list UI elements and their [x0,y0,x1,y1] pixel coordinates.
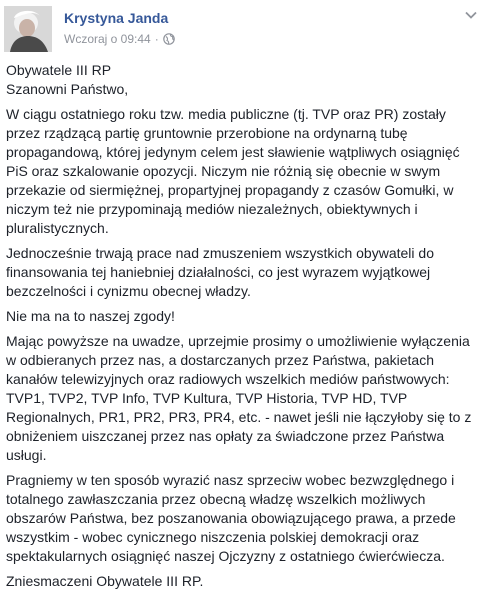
post-signature: Zniesmaczeni Obywatele III RP. [6,573,204,589]
avatar-photo-icon [4,6,52,52]
author-name[interactable]: Krystyna Janda [64,10,169,26]
post-paragraph: Jednocześnie trwają prace nad zmuszeniem wszystkich obywateli do finansowania tej haniebniej działalności, co jest wyrazem wyjątkowej bezczelności i cynizmu obecnej władzy. [6,245,434,299]
post-paragraph: Mając powyższe na uwadze, uprzejmie prosimy o umożliwienie wyłączenia w odbieranych przez nas, a dostarczanych przez Państwa, pakietach kanałów telewizyjnych oraz radiowych wszelkich mediów państwowych: TVP1, TVP2, TVP Info, TVP Kultura, TVP Historia, TVP HD, TVP Regionalnych, PR1, PR2, PR3, PR4, etc. - nawet jeśli nie łączyłoby się to z obniżeniem uiszczanej przez nas opłaty za świadczone przez Państwa usługi. [6,333,472,463]
post-paragraph: W ciągu ostatniego roku tzw. media publiczne (tj. TVP oraz PR) zostały przez rządzącą partię gruntownie przerobione na ordynarną tubę propagandową, której jedynym celem jest sławienie wątpliwych osiągnięć PiS oraz szkalowanie opozycji. Niczym nie różnią się obecnie w swym przekazie od siermiężnej, propartyjnej propagandy z czasów Gomułki, w niczym też nie przypominają mediów niezależnych, obiektywnych i pluralistycznych. [6,106,460,236]
globe-icon[interactable] [163,33,175,45]
post-header [4,6,483,52]
chevron-down-icon[interactable] [463,8,479,22]
post-paragraph: Nie ma na to naszej zgody! [6,308,175,324]
post-body [6,61,482,597]
greeting-line: Szanowni Państwo, [6,81,129,97]
avatar[interactable] [4,6,52,52]
post-timestamp[interactable]: Wczoraj o 09:44 [64,32,151,46]
meta-separator: · [154,32,159,46]
post-meta [64,32,175,46]
greeting-line: Obywatele III RP [6,62,112,78]
post-paragraph: Pragniemy w ten sposób wyrazić nasz sprzeciw wobec bezwzględnego i totalnego zawłaszczania przez obecną władzę wszelkich możliwych obszarów Państwa, bez poszanowania obowiązującego prawa, a przede wszystkim - wobec cynicznego niszczenia polskiej demokracji oraz spektakularnych osiągnięć naszej Ojczyzny z ostatniego ćwierćwiecza. [6,472,456,564]
